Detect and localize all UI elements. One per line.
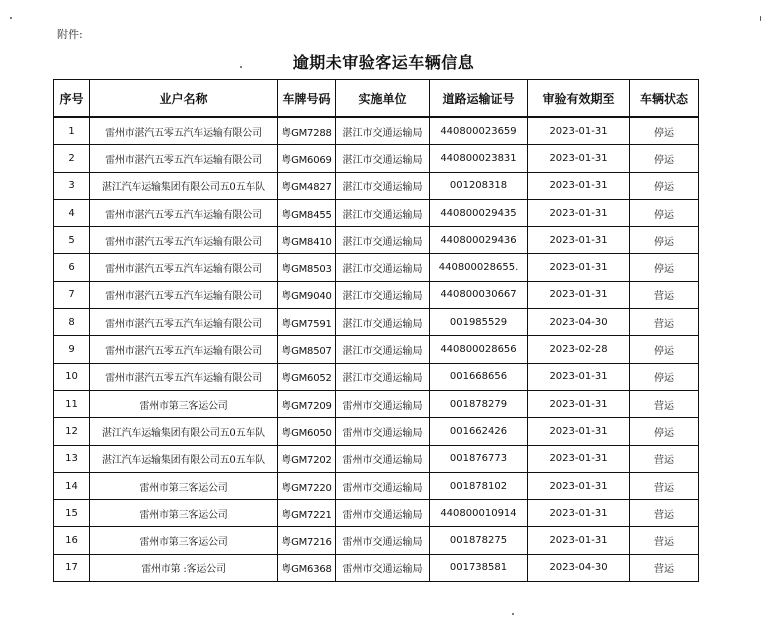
operator-name: 雷州市湛汽五零五汽车运输有限公司 xyxy=(90,254,278,281)
transport-permit-number: 440800030667 xyxy=(430,281,528,308)
operator-name: 雷州市湛汽五零五汽车运输有限公司 xyxy=(90,281,278,308)
transport-permit-number: 001985529 xyxy=(430,309,528,336)
table-row xyxy=(54,281,699,308)
transport-permit-number: 001878279 xyxy=(430,390,528,417)
plate-number: 粤GM7209 xyxy=(278,390,336,417)
table-row xyxy=(54,554,699,581)
implementing-unit: 湛江市交通运输局 xyxy=(336,336,430,363)
row-number: 14 xyxy=(54,472,90,499)
inspection-expiry-date: 2023-01-31 xyxy=(528,145,630,172)
plate-number: 粤GM8507 xyxy=(278,336,336,363)
row-number: 1 xyxy=(54,117,90,145)
operator-name: 雷州市第三客运公司 xyxy=(90,500,278,527)
row-number: 8 xyxy=(54,309,90,336)
vehicle-status: 营运 xyxy=(630,390,699,417)
vehicle-status: 停运 xyxy=(630,199,699,226)
row-number: 7 xyxy=(54,281,90,308)
transport-permit-number: 440800010914 xyxy=(430,500,528,527)
table-row xyxy=(54,172,699,199)
inspection-expiry-date: 2023-01-31 xyxy=(528,445,630,472)
scan-speck xyxy=(512,613,514,615)
transport-permit-number: 001208318 xyxy=(430,172,528,199)
table-row xyxy=(54,145,699,172)
vehicle-status: 停运 xyxy=(630,254,699,281)
implementing-unit: 雷州市交通运输局 xyxy=(336,472,430,499)
scan-speck xyxy=(240,66,242,68)
header-cell-permit: 道路运输证号 xyxy=(430,80,528,118)
inspection-expiry-date: 2023-01-31 xyxy=(528,527,630,554)
inspection-expiry-date: 2023-01-31 xyxy=(528,390,630,417)
table-row xyxy=(54,227,699,254)
plate-number: 粤GM8410 xyxy=(278,227,336,254)
table-row xyxy=(54,527,699,554)
implementing-unit: 湛江市交通运输局 xyxy=(336,281,430,308)
transport-permit-number: 440800029435 xyxy=(430,199,528,226)
row-number: 11 xyxy=(54,390,90,417)
operator-name: 雷州市第三客运公司 xyxy=(90,527,278,554)
transport-permit-number: 001662426 xyxy=(430,418,528,445)
transport-permit-number: 001878275 xyxy=(430,527,528,554)
operator-name: 雷州市第三客运公司 xyxy=(90,390,278,417)
plate-number: 粤GM4827 xyxy=(278,172,336,199)
inspection-expiry-date: 2023-01-31 xyxy=(528,254,630,281)
operator-name: 雷州市湛汽五零五汽车运输有限公司 xyxy=(90,336,278,363)
transport-permit-number: 440800028656 xyxy=(430,336,528,363)
implementing-unit: 湛江市交通运输局 xyxy=(336,309,430,336)
operator-name: 雷州市湛汽五零五汽车运输有限公司 xyxy=(90,145,278,172)
operator-name: 雷州市湛汽五零五汽车运输有限公司 xyxy=(90,363,278,390)
operator-name: 雷州市湛汽五零五汽车运输有限公司 xyxy=(90,199,278,226)
vehicle-status: 停运 xyxy=(630,117,699,145)
implementing-unit: 雷州市交通运输局 xyxy=(336,500,430,527)
table-row xyxy=(54,390,699,417)
operator-name: 雷州市第三客运公司 xyxy=(90,472,278,499)
plate-number: 粤GM7220 xyxy=(278,472,336,499)
plate-number: 粤GM9040 xyxy=(278,281,336,308)
table-row xyxy=(54,445,699,472)
inspection-expiry-date: 2023-01-31 xyxy=(528,117,630,145)
inspection-expiry-date: 2023-01-31 xyxy=(528,199,630,226)
vehicle-status: 停运 xyxy=(630,227,699,254)
row-number: 17 xyxy=(54,554,90,581)
plate-number: 粤GM6069 xyxy=(278,145,336,172)
row-number: 15 xyxy=(54,500,90,527)
transport-permit-number: 440800023831 xyxy=(430,145,528,172)
table-row xyxy=(54,309,699,336)
attachment-label: 附件: xyxy=(57,28,83,41)
vehicle-status: 停运 xyxy=(630,145,699,172)
header-cell-no: 序号 xyxy=(54,80,90,118)
inspection-expiry-date: 2023-01-31 xyxy=(528,418,630,445)
inspection-expiry-date: 2023-02-28 xyxy=(528,336,630,363)
plate-number: 粤GM7288 xyxy=(278,117,336,145)
document-title: 逾期未审验客运车辆信息 xyxy=(292,53,475,72)
implementing-unit: 雷州市交通运输局 xyxy=(336,418,430,445)
row-number: 13 xyxy=(54,445,90,472)
plate-number: 粤GM7591 xyxy=(278,309,336,336)
plate-number: 粤GM6368 xyxy=(278,554,336,581)
table-row xyxy=(54,199,699,226)
vehicle-status: 营运 xyxy=(630,500,699,527)
operator-name: 湛江汽车运输集团有限公司五0五车队 xyxy=(90,418,278,445)
row-number: 4 xyxy=(54,199,90,226)
transport-permit-number: 001738581 xyxy=(430,554,528,581)
operator-name: 雷州市湛汽五零五汽车运输有限公司 xyxy=(90,227,278,254)
implementing-unit: 湛江市交通运输局 xyxy=(336,145,430,172)
vehicle-table xyxy=(53,79,699,582)
vehicle-status: 停运 xyxy=(630,336,699,363)
vehicle-status: 营运 xyxy=(630,281,699,308)
plate-number: 粤GM7216 xyxy=(278,527,336,554)
header-cell-status: 车辆状态 xyxy=(630,80,699,118)
implementing-unit: 雷州市交通运输局 xyxy=(336,445,430,472)
plate-number: 粤GM6050 xyxy=(278,418,336,445)
plate-number: 粤GM7202 xyxy=(278,445,336,472)
vehicle-status: 停运 xyxy=(630,418,699,445)
inspection-expiry-date: 2023-01-31 xyxy=(528,363,630,390)
header-cell-name: 业户名称 xyxy=(90,80,278,118)
operator-name: 雷州市湛汽五零五汽车运输有限公司 xyxy=(90,117,278,145)
table-body xyxy=(54,117,699,582)
table-header-row xyxy=(54,80,699,118)
operator-name: 湛江汽车运输集团有限公司五0五车队 xyxy=(90,445,278,472)
inspection-expiry-date: 2023-01-31 xyxy=(528,472,630,499)
transport-permit-number: 440800023659 xyxy=(430,117,528,145)
inspection-expiry-date: 2023-01-31 xyxy=(528,281,630,308)
inspection-expiry-date: 2023-04-30 xyxy=(528,554,630,581)
implementing-unit: 湛江市交通运输局 xyxy=(336,363,430,390)
table-row xyxy=(54,472,699,499)
operator-name: 湛江汽车运输集团有限公司五0五车队 xyxy=(90,172,278,199)
row-number: 6 xyxy=(54,254,90,281)
row-number: 5 xyxy=(54,227,90,254)
plate-number: 粤GM8455 xyxy=(278,199,336,226)
inspection-expiry-date: 2023-01-31 xyxy=(528,227,630,254)
transport-permit-number: 001878102 xyxy=(430,472,528,499)
row-number: 16 xyxy=(54,527,90,554)
table-row xyxy=(54,418,699,445)
table-row xyxy=(54,117,699,145)
table-row xyxy=(54,254,699,281)
transport-permit-number: 440800029436 xyxy=(430,227,528,254)
table-row xyxy=(54,336,699,363)
row-number: 2 xyxy=(54,145,90,172)
row-number: 3 xyxy=(54,172,90,199)
transport-permit-number: 001876773 xyxy=(430,445,528,472)
implementing-unit: 雷州市交通运输局 xyxy=(336,554,430,581)
plate-number: 粤GM7221 xyxy=(278,500,336,527)
inspection-expiry-date: 2023-01-31 xyxy=(528,172,630,199)
vehicle-status: 停运 xyxy=(630,363,699,390)
header-cell-plate: 车牌号码 xyxy=(278,80,336,118)
transport-permit-number: 440800028655. xyxy=(430,254,528,281)
header-cell-unit: 实施单位 xyxy=(336,80,430,118)
implementing-unit: 雷州市交通运输局 xyxy=(336,527,430,554)
implementing-unit: 湛江市交通运输局 xyxy=(336,117,430,145)
inspection-expiry-date: 2023-01-31 xyxy=(528,500,630,527)
implementing-unit: 雷州市交通运输局 xyxy=(336,390,430,417)
plate-number: 粤GM6052 xyxy=(278,363,336,390)
row-number: 12 xyxy=(54,418,90,445)
operator-name: 雷州市湛汽五零五汽车运输有限公司 xyxy=(90,309,278,336)
vehicle-status: 营运 xyxy=(630,445,699,472)
vehicle-status: 营运 xyxy=(630,472,699,499)
scan-speck xyxy=(10,17,12,19)
vehicle-status: 停运 xyxy=(630,172,699,199)
header-cell-expiry: 审验有效期至 xyxy=(528,80,630,118)
operator-name: 雷州市第 :客运公司 xyxy=(90,554,278,581)
vehicle-status: 营运 xyxy=(630,309,699,336)
implementing-unit: 湛江市交通运输局 xyxy=(336,172,430,199)
implementing-unit: 湛江市交通运输局 xyxy=(336,199,430,226)
inspection-expiry-date: 2023-04-30 xyxy=(528,309,630,336)
row-number: 10 xyxy=(54,363,90,390)
plate-number: 粤GM8503 xyxy=(278,254,336,281)
implementing-unit: 湛江市交通运输局 xyxy=(336,254,430,281)
vehicle-status: 营运 xyxy=(630,554,699,581)
table-row xyxy=(54,363,699,390)
row-number: 9 xyxy=(54,336,90,363)
table-row xyxy=(54,500,699,527)
implementing-unit: 湛江市交通运输局 xyxy=(336,227,430,254)
vehicle-status: 营运 xyxy=(630,527,699,554)
scan-speck xyxy=(760,16,761,21)
transport-permit-number: 001668656 xyxy=(430,363,528,390)
